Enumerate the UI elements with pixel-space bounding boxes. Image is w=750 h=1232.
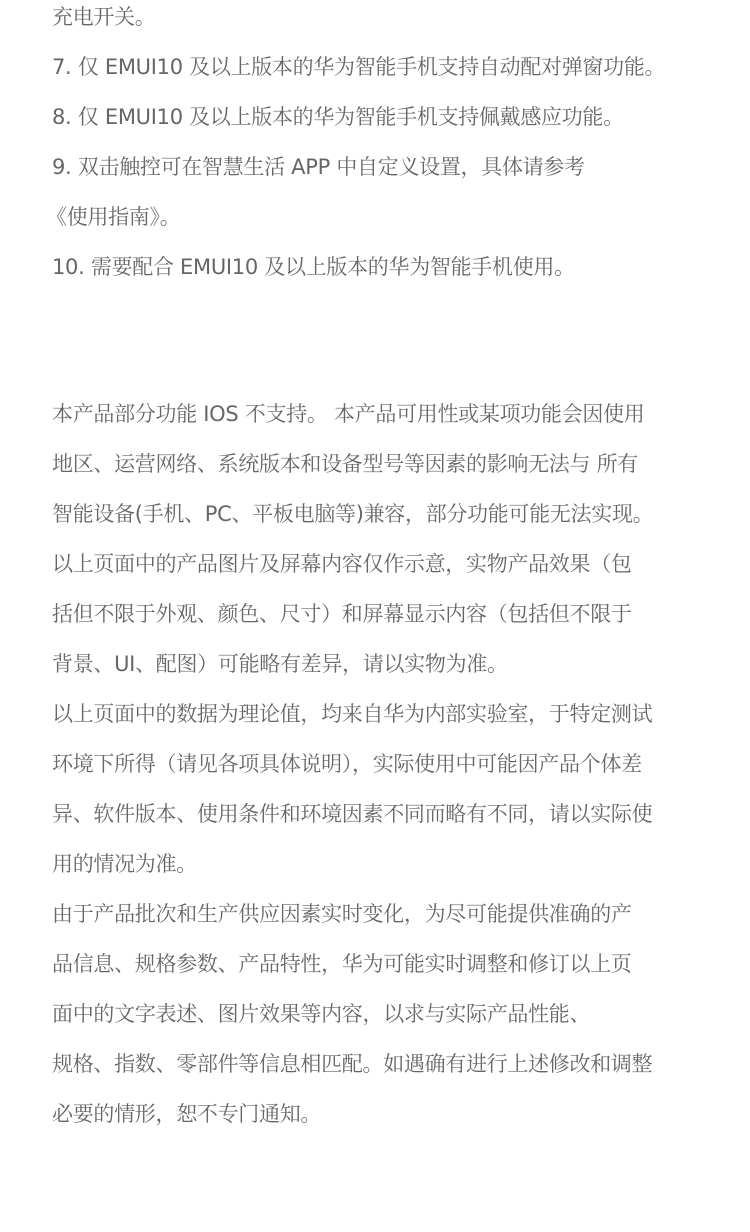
note-line: 充电开关。 xyxy=(52,5,156,29)
feature-notes xyxy=(46,0,732,292)
disclaimer-line: 规格、指数、零部件等信息相匹配。如遇确有进行上述修改和调整 xyxy=(52,1052,653,1076)
disclaimer-line: 用的情况为准。 xyxy=(52,852,197,876)
disclaimer-line: 背景、UI、配图）可能略有差异，请以实物为准。 xyxy=(52,652,508,676)
disclaimer-line: 智能设备(手机、PC、平板电脑等)兼容，部分功能可能无法实现。 xyxy=(52,502,654,526)
disclaimer-line: 面中的文字表述、图片效果等内容，以求与实际产品性能、 xyxy=(52,1002,591,1026)
disclaimer-line: 必要的情形，恕不专门通知。 xyxy=(52,1102,322,1126)
disclaimer-line: 品信息、规格参数、产品特性，华为可能实时调整和修订以上页 xyxy=(52,952,632,976)
disclaimer-line: 括但不限于外观、颜色、尺寸）和屏幕显示内容（包括但不限于 xyxy=(52,602,632,626)
note-line: 9. 双击触控可在智慧生活 APP 中自定义设置，具体请参考 xyxy=(52,155,585,179)
disclaimer-line: 由于产品批次和生产供应因素实时变化，为尽可能提供准确的产 xyxy=(52,902,632,926)
disclaimer-line: 以上页面中的数据为理论值，均来自华为内部实验室，于特定测试 xyxy=(52,702,653,726)
disclaimer-line: 地区、运营网络、系统版本和设备型号等因素的影响无法与 所有 xyxy=(52,452,638,476)
disclaimer-line: 本产品部分功能 IOS 不支持。 本产品可用性或某项功能会因使用 xyxy=(52,402,645,426)
disclaimer-line: 异、软件版本、使用条件和环境因素不同而略有不同，请以实际使 xyxy=(52,802,653,826)
note-line: 7. 仅 EMUI10 及以上版本的华为智能手机支持自动配对弹窗功能。 xyxy=(52,55,666,79)
note-line: 8. 仅 EMUI10 及以上版本的华为智能手机支持佩戴感应功能。 xyxy=(52,105,624,129)
disclaimer-line: 以上页面中的产品图片及屏幕内容仅作示意，实物产品效果（包 xyxy=(52,552,632,576)
disclaimer-line: 环境下所得（请见各项具体说明），实际使用中可能因产品个体差 xyxy=(52,752,642,776)
note-line: 10. 需要配合 EMUI10 及以上版本的华为智能手机使用。 xyxy=(52,255,575,279)
disclaimer xyxy=(52,389,732,1139)
note-line: 《使用指南》。 xyxy=(46,205,181,229)
